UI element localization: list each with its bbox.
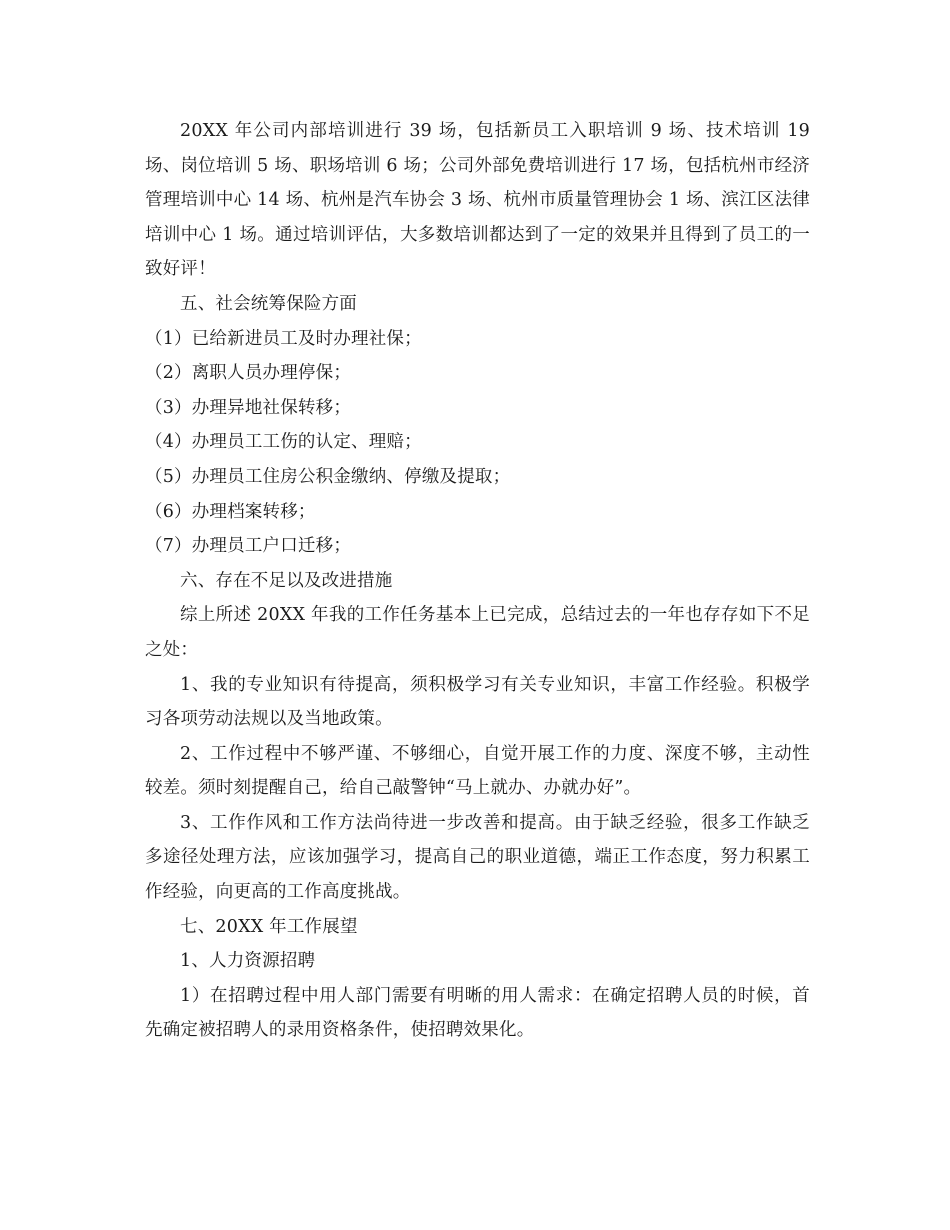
body-paragraph: 综上所述 20XX 年我的工作任务基本上已完成，总结过去的一年也存存如下不足之处：	[145, 605, 810, 660]
list-item: （5）办理员工住房公积金缴纳、停缴及提取；	[145, 466, 511, 487]
section-heading-shortcomings: 六、存在不足以及改进措施	[180, 570, 393, 591]
subsection-heading-recruitment: 1、人力资源招聘	[180, 951, 316, 972]
body-paragraph: 2、工作过程中不够严谨、不够细心，自觉开展工作的力度、深度不够，主动性较差。须时刻提醒自己，给自己敲警钟“马上就办、办就办好”。	[145, 743, 810, 799]
list-item: （4）办理员工工伤的认定、理赔；	[145, 432, 422, 453]
list-item: （3）办理异地社保转移；	[145, 397, 352, 418]
document-body	[145, 114, 810, 1048]
body-paragraph: 1、我的专业知识有待提高，须积极学习有关专业知识，丰富工作经验。积极学习各项劳动法规以及当地政策。	[145, 674, 810, 730]
list-item: （7）办理员工户口迁移；	[145, 536, 352, 557]
section-heading-social-insurance: 五、社会统筹保险方面	[180, 293, 357, 314]
training-summary-paragraph: 20XX 年公司内部培训进行 39 场，包括新员工入职培训 9 场、技术培训 19 场、岗位培训 5 场、职场培训 6 场；公司外部免费培训进行 17 场，包括杭州市经济管理培训中心 14 场、杭州是汽车协会 3 场、杭州市质量管理协会 1 场、滨江区法律培训中心 1 场。通过培训评估，大多数培训都达到了一定的效果并且得到了员工的一致好评！	[145, 121, 810, 280]
list-item: （2）离职人员办理停保；	[145, 363, 352, 384]
list-item: （1）已给新进员工及时办理社保；	[145, 328, 422, 349]
body-paragraph: 3、工作作风和工作方法尚待进一步改善和提高。由于缺乏经验，很多工作缺乏多途径处理方法，应该加强学习，提高自己的职业道德，端正工作态度，努力积累工作经验，向更高的工作高度挑战。	[145, 812, 810, 903]
body-paragraph: 1）在招聘过程中用人部门需要有明晰的用人需求：在确定招聘人员的时候，首先确定被招聘人的录用资格条件，使招聘效果化。	[145, 985, 810, 1041]
list-item: （6）办理档案转移；	[145, 501, 316, 522]
section-heading-outlook: 七、20XX 年工作展望	[180, 916, 358, 937]
